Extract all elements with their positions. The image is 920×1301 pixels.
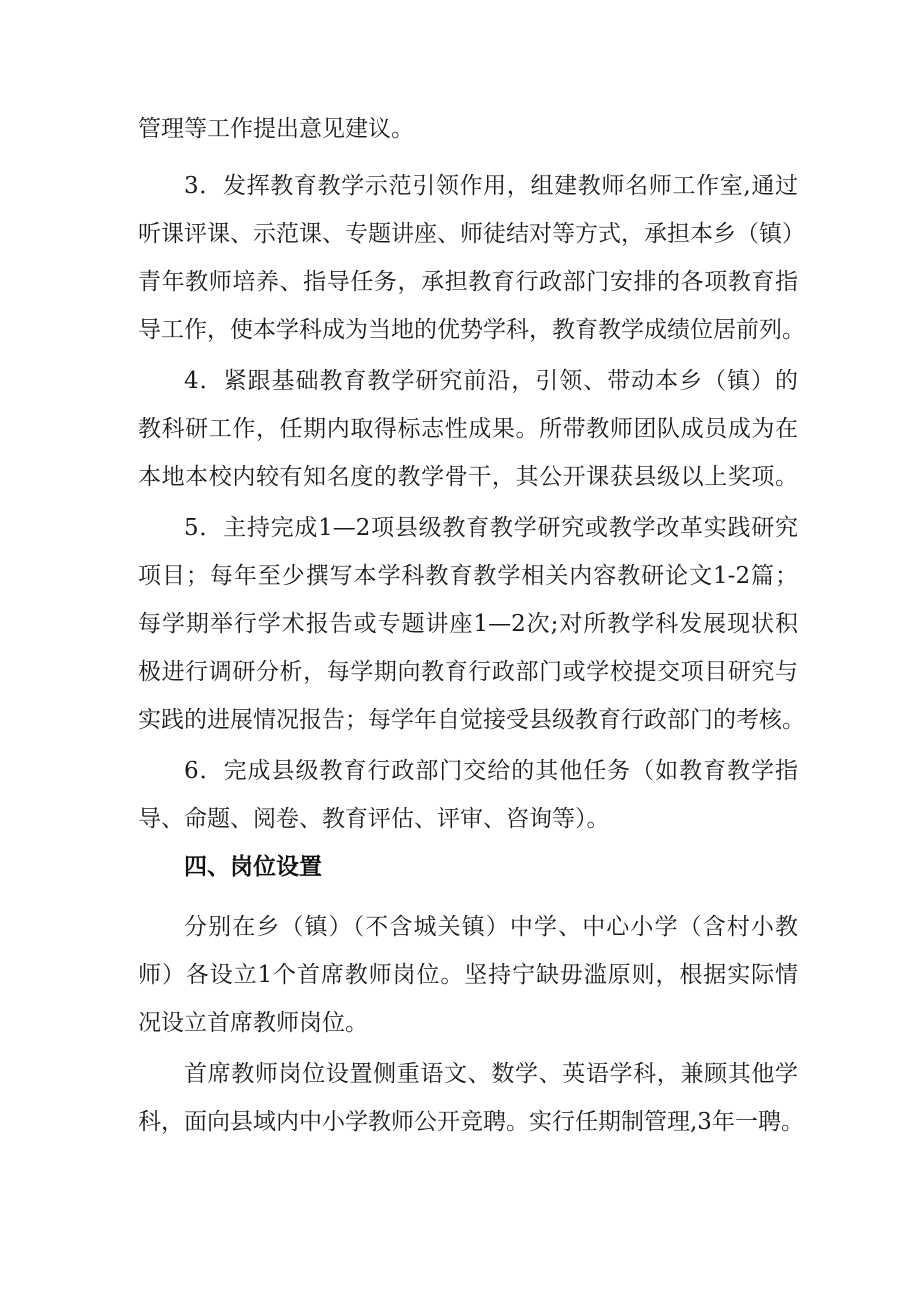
- text-line: 极进行调研分析，每学期向教育行政部门或学校提交项目研究与: [138, 659, 798, 685]
- list-item-4: 4．紧跟基础教育教学研究前沿，引领、带动本乡（镇）的: [184, 368, 798, 394]
- list-item-6: 6．完成县级教育行政部门交给的其他任务（如教育教学指: [184, 758, 798, 784]
- text-line: 管理等工作提出意见建议。: [138, 116, 414, 142]
- text-line: 每学期举行学术报告或专题讲座1—2次;对所教学科发展现状积: [138, 611, 798, 637]
- text-line: 导、命题、阅卷、教育评估、评审、咨询等）。: [138, 806, 610, 832]
- text-line: 师）各设立1个首席教师岗位。坚持宁缺毋滥原则，根据实际情: [138, 962, 798, 988]
- text-line: 导工作，使本学科成为当地的优势学科，教育教学成绩位居前列。: [138, 317, 805, 343]
- text-line: 青年教师培养、指导任务，承担教育行政部门安排的各项教育指: [138, 269, 798, 295]
- text-line: 况设立首席教师岗位。: [138, 1010, 368, 1036]
- text-line: 听课评课、示范课、专题讲座、师徒结对等方式，承担本乡（镇）: [138, 221, 805, 247]
- text-line: 教科研工作，任期内取得标志性成果。所带教师团队成员成为在: [138, 416, 798, 442]
- list-item-5: 5．主持完成1—2项县级教育教学研究或教学改革实践研究: [184, 515, 798, 541]
- paragraph-start: 分别在乡（镇）（不含城关镇）中学、中心小学（含村小教: [184, 914, 798, 940]
- text-line: 项目；每年至少撰写本学科教育教学相关内容教研论文1-2篇；: [138, 563, 798, 589]
- text-line: 实践的进展情况报告；每学年自觉接受县级教育行政部门的考核。: [138, 707, 805, 733]
- list-item-3: 3．发挥教育教学示范引领作用，组建教师名师工作室,通过: [184, 173, 798, 199]
- text-line: 本地本校内较有知名度的教学骨干，其公开课获县级以上奖项。: [138, 464, 798, 490]
- text-line: 科，面向县域内中小学教师公开竞聘。实行任期制管理,3年一聘。: [138, 1109, 804, 1135]
- section-heading: 四、岗位设置: [184, 854, 322, 880]
- paragraph-start: 首席教师岗位设置侧重语文、数学、英语学科，兼顾其他学: [184, 1061, 798, 1087]
